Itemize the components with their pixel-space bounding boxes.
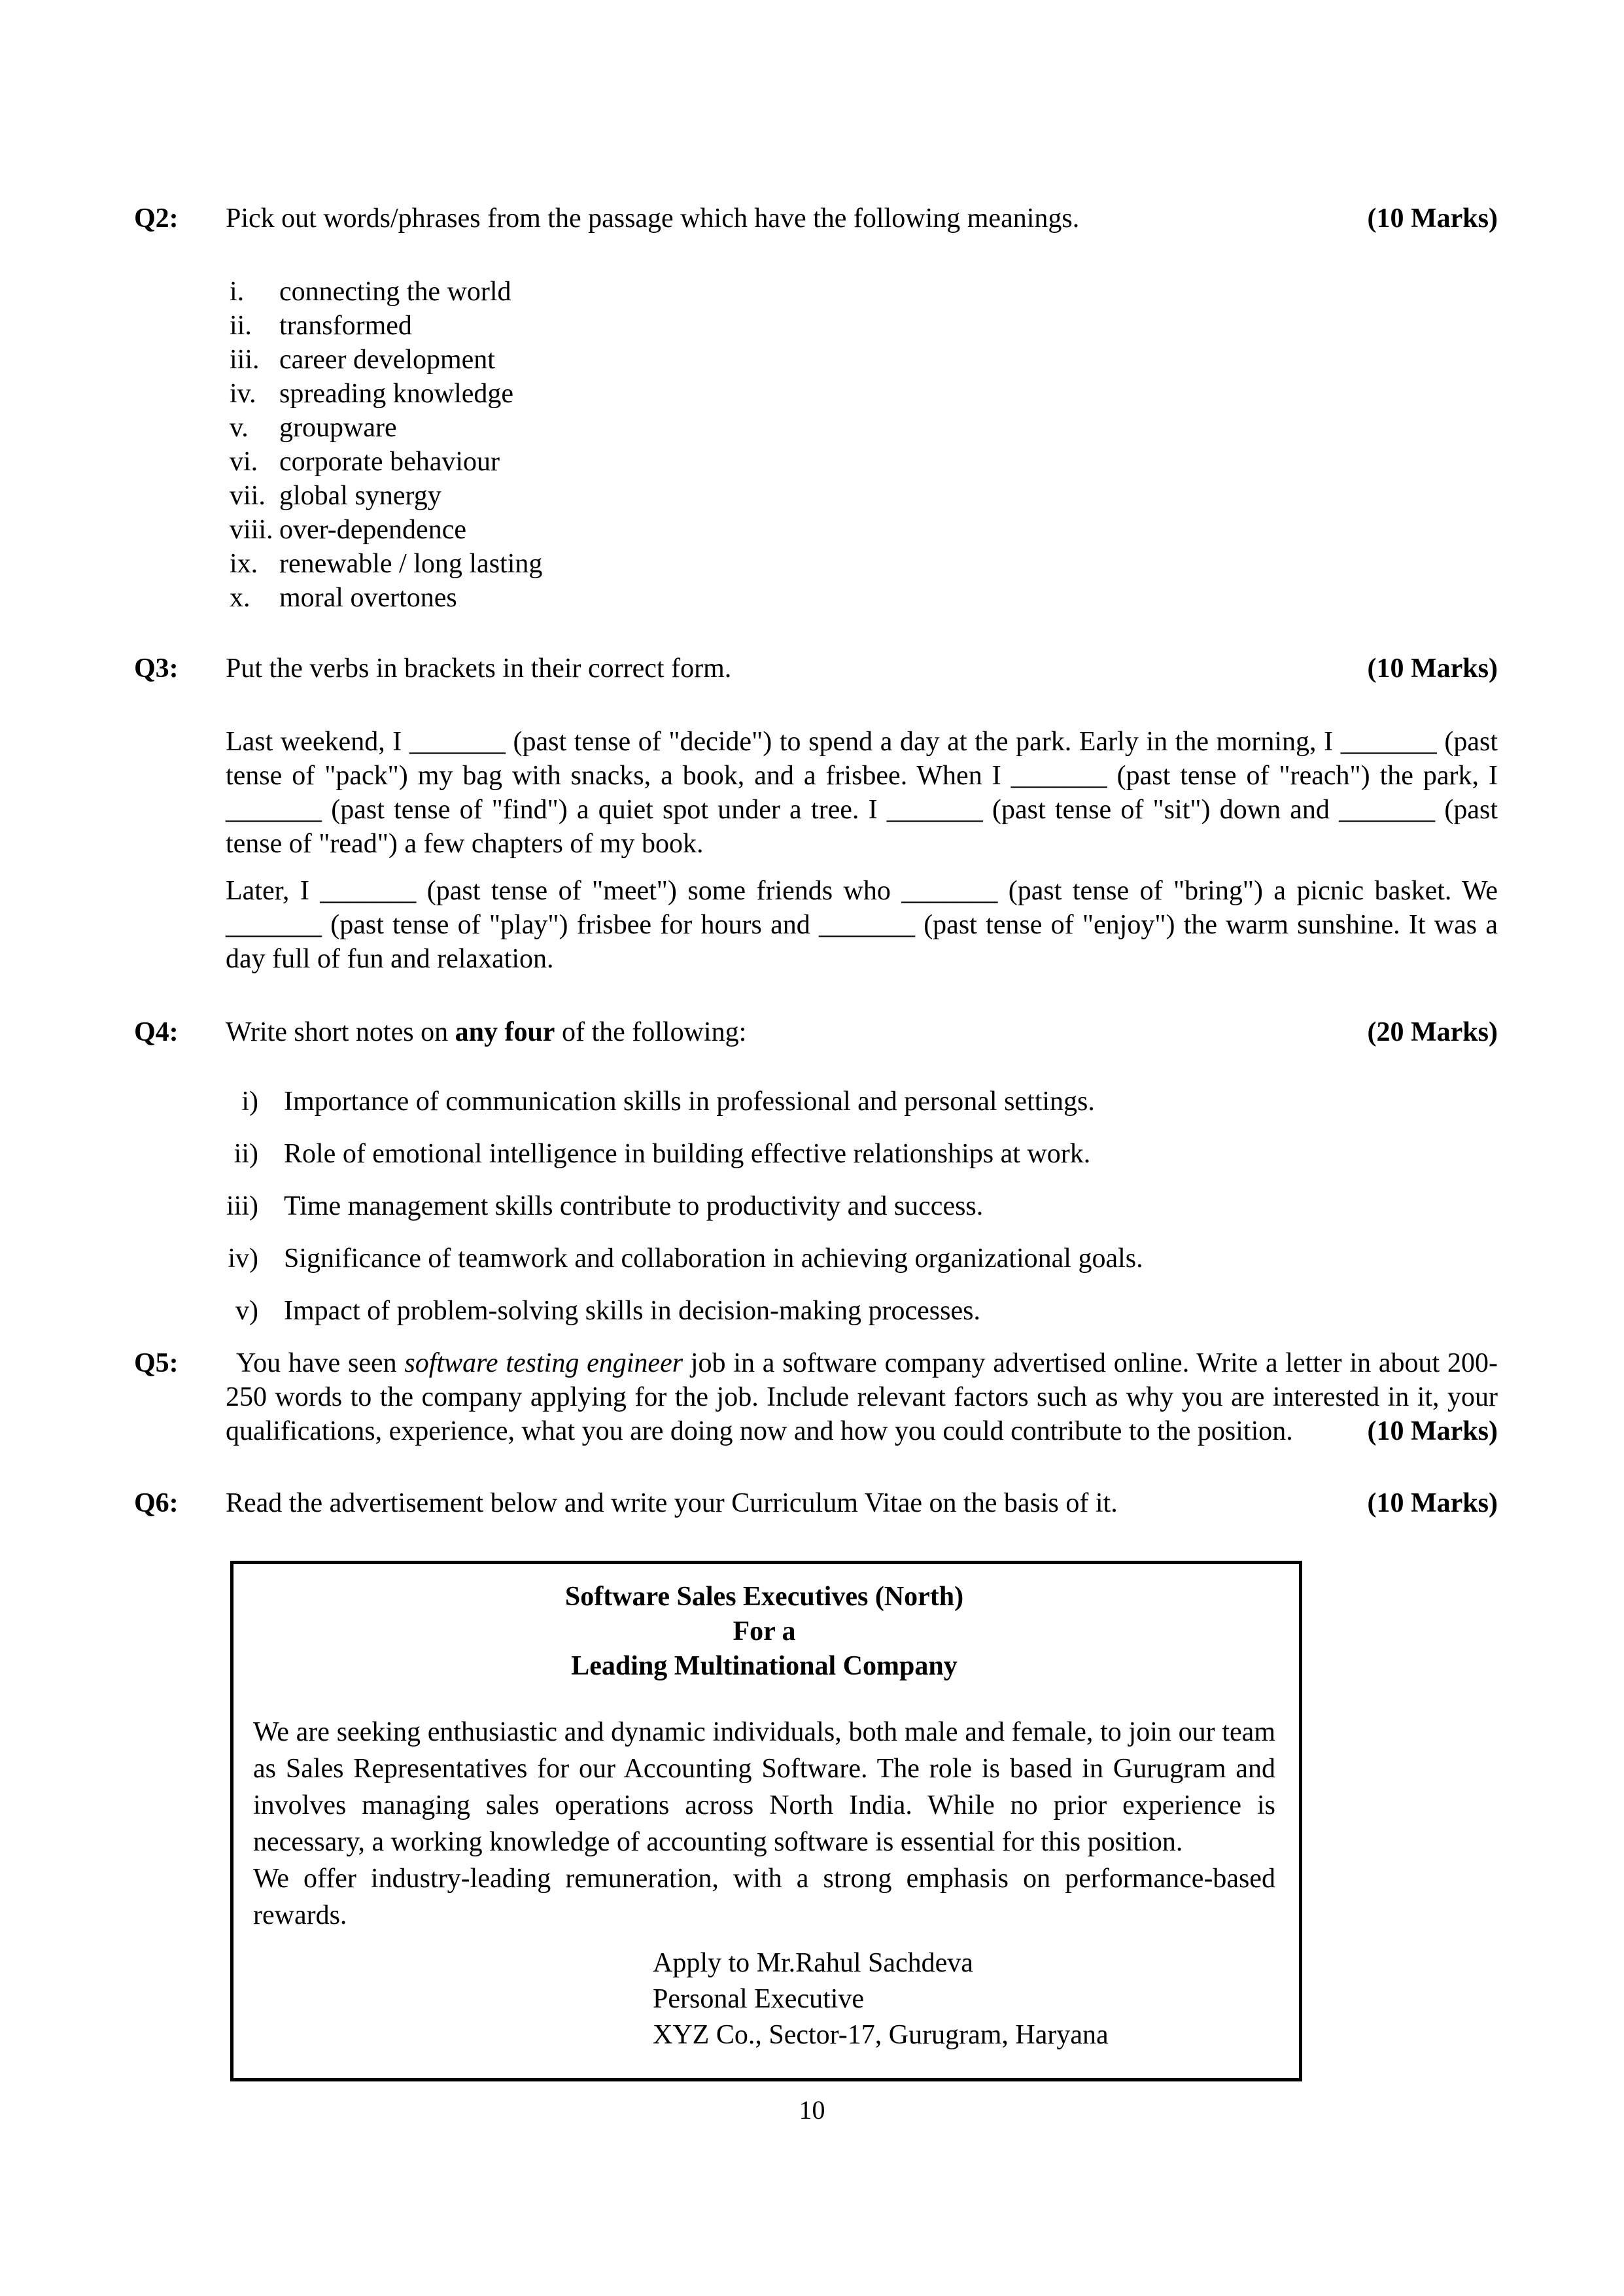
q5-text-prefix: You have seen <box>236 1348 405 1378</box>
q3-text: Put the verbs in brackets in their correct form. <box>226 653 732 684</box>
q2-item-num: i. <box>230 277 245 307</box>
q3-paragraph-1: Last weekend, I _______ (past tense of "decide") to spend a day at the park. Early in the morning, I _______ (past tense of "pack") my bag with snacks, a book, and a frisbee. When I _______ (past tense of "reach") the park, I _______ (past tense of "find") a quiet spot under a tree. I _______ (past tense of "sit") down and _______ (past tense of "read") a few chapters of my book. <box>226 727 1498 859</box>
q2-item-text: renewable / long lasting <box>279 549 543 579</box>
q2-item-num: ix. <box>230 549 258 579</box>
ad-apply-line3: XYZ Co., Sector-17, Gurugram, Haryana <box>653 2020 1109 2050</box>
q4-item-num: ii) <box>233 1139 258 1169</box>
q6-text: Read the advertisement below and write your Curriculum Vitae on the basis of it. <box>226 1488 1118 1518</box>
list-item <box>167 1294 1624 1328</box>
ad-apply-line2: Personal Executive <box>653 1984 865 2014</box>
q3-label: Q3: <box>134 653 179 684</box>
q4-label: Q4: <box>134 1017 179 1047</box>
q5-text <box>226 1346 1498 1448</box>
ad-body-paragraph-2: We offer industry-leading remuneration, with a strong emphasis on performance-based rewards. <box>253 1864 1275 1930</box>
ad-title <box>253 1580 1275 1684</box>
q4-text-prefix: Write short notes on <box>226 1017 455 1047</box>
q2-item-num: iii. <box>230 345 260 375</box>
q4-item-text: Significance of teamwork and collaboration in achieving organizational goals. <box>284 1244 1143 1274</box>
question-q4-header <box>134 1015 1498 1049</box>
q4-text-suffix: of the following: <box>555 1017 747 1047</box>
q4-item-num: iii) <box>226 1191 258 1221</box>
list-item <box>167 1137 1624 1171</box>
q4-item-text: Impact of problem-solving skills in decision-making processes. <box>284 1296 980 1326</box>
q2-list <box>230 275 1624 615</box>
q2-item-text: transformed <box>279 311 412 341</box>
list-item <box>167 1242 1624 1276</box>
list-item <box>230 309 1624 343</box>
q4-item-text: Importance of communication skills in professional and personal settings. <box>284 1087 1095 1117</box>
q2-item-num: x. <box>230 583 251 613</box>
q6-marks: (10 Marks) <box>1367 1488 1498 1518</box>
list-item <box>230 343 1624 377</box>
q6-label: Q6: <box>134 1488 179 1518</box>
q2-item-text: moral overtones <box>279 583 457 613</box>
q2-label: Q2: <box>134 203 179 234</box>
ad-title-line2: For a <box>733 1616 796 1646</box>
q5-text-suffix: job in a software company advertised online. Write a letter in about 200-250 words to the company applying for the job. Include relevant factors such as why you are interested in it, your qualifications, experience, what you are doing now and how you could contribute to the position. <box>226 1348 1498 1446</box>
list-item <box>230 479 1624 513</box>
q2-item-num: vii. <box>230 481 266 511</box>
q5-text-italic: software testing engineer <box>404 1348 683 1378</box>
q5-marks: (10 Marks) <box>1367 1416 1498 1446</box>
question-q6-header <box>134 1486 1498 1520</box>
q2-item-text: connecting the world <box>279 277 511 307</box>
list-item <box>230 377 1624 411</box>
q3-paragraph-2: Later, I _______ (past tense of "meet") some friends who _______ (past tense of "bring") a picnic basket. We _______ (past tense of "play") frisbee for hours and _______ (past tense of "enjoy") the warm sunshine. It was a day full of fun and relaxation. <box>226 876 1498 974</box>
ad-title-line1: Software Sales Executives (North) <box>564 1582 964 1612</box>
list-item <box>230 411 1624 445</box>
advertisement-box <box>230 1561 1302 2081</box>
q5-label: Q5: <box>134 1348 179 1378</box>
q4-text-bold: any four <box>455 1017 555 1047</box>
ad-body <box>253 1714 1275 1934</box>
q2-text: Pick out words/phrases from the passage which have the following meanings. <box>226 203 1080 234</box>
q2-item-text: corporate behaviour <box>279 447 500 477</box>
q2-item-num: iv. <box>230 379 256 409</box>
ad-apply-block <box>653 1945 1275 2053</box>
list-item <box>230 275 1624 309</box>
list-item <box>230 581 1624 615</box>
question-q3-header <box>134 652 1498 686</box>
list-item <box>230 513 1624 547</box>
ad-apply-line1: Apply to Mr.Rahul Sachdeva <box>653 1948 973 1978</box>
list-item <box>167 1085 1624 1119</box>
q2-item-text: global synergy <box>279 481 441 511</box>
ad-body-paragraph-1: We are seeking enthusiastic and dynamic individuals, both male and female, to join our team as Sales Representatives for our Accounting Software. The role is based in Gurugram and involves managing sales operations across North India. While no prior experience is necessary, a working knowledge of accounting software is essential for this position. <box>253 1717 1275 1857</box>
q4-list <box>0 1085 1624 1328</box>
q2-item-num: ii. <box>230 311 252 341</box>
q2-item-num: vi. <box>230 447 258 477</box>
q4-item-text: Time management skills contribute to productivity and success. <box>284 1191 984 1221</box>
list-item <box>230 445 1624 479</box>
q2-item-text: over-dependence <box>279 515 466 545</box>
question-q2-header <box>134 201 1498 235</box>
q4-marks: (20 Marks) <box>1367 1017 1498 1047</box>
q2-item-num: viii. <box>230 515 273 545</box>
q2-item-num: v. <box>230 413 249 443</box>
ad-title-line3: Leading Multinational Company <box>571 1651 958 1681</box>
q2-item-text: spreading knowledge <box>279 379 514 409</box>
q4-text <box>226 1015 1498 1049</box>
q2-marks: (10 Marks) <box>1367 203 1498 234</box>
page-number: 10 <box>799 2095 825 2125</box>
list-item <box>230 547 1624 581</box>
q4-item-num: v) <box>235 1296 258 1326</box>
q3-marks: (10 Marks) <box>1367 653 1498 684</box>
question-q5 <box>134 1346 1498 1448</box>
list-item <box>167 1189 1624 1223</box>
q2-item-text: career development <box>279 345 495 375</box>
q2-item-text: groupware <box>279 413 397 443</box>
q4-item-num: iv) <box>228 1244 258 1274</box>
q4-item-text: Role of emotional intelligence in building effective relationships at work. <box>284 1139 1091 1169</box>
q4-item-num: i) <box>241 1087 258 1117</box>
